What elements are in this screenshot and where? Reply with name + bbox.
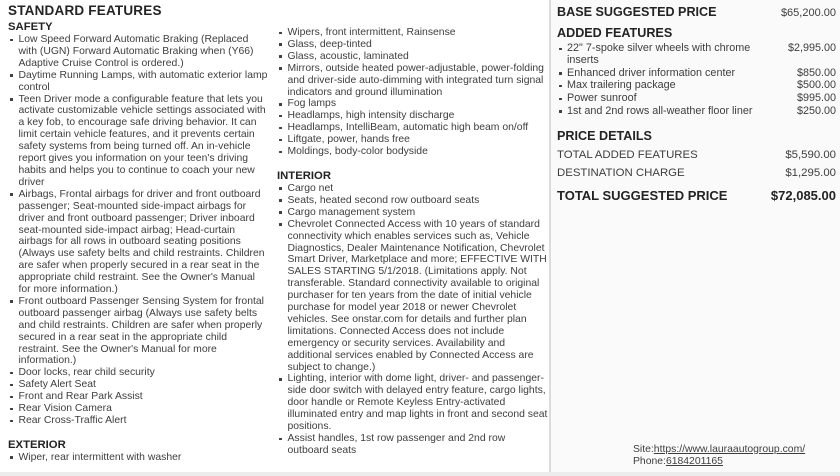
price-details-list bbox=[557, 149, 836, 179]
added-features-heading: ADDED FEATURES bbox=[557, 26, 673, 40]
section-heading-exterior: EXTERIOR bbox=[8, 438, 66, 451]
feature-list bbox=[277, 27, 548, 158]
added-feature-label: Power sunroof bbox=[557, 93, 769, 105]
phone-link[interactable]: 6184201165 bbox=[665, 456, 723, 467]
bottom-edge bbox=[0, 472, 840, 476]
added-feature-label: 22" 7-spoke silver wheels with chrome inserts bbox=[557, 43, 769, 67]
added-feature-amount: $500.00 bbox=[796, 79, 836, 92]
total-price-amount: $72,085.00 bbox=[770, 187, 836, 203]
added-feature-row bbox=[557, 93, 836, 105]
site-line bbox=[633, 444, 805, 456]
feature-item: Rear Cross-Traffic Alert bbox=[8, 415, 269, 427]
feature-item: Headlamps, high intensity discharge bbox=[277, 110, 548, 122]
page-title: STANDARD FEATURES bbox=[8, 3, 162, 18]
feature-item: Teen Driver mode a configurable feature that lets you activate customizable vehicle settings associated with a key fob, to encourage safe driving behavior. It can limit certain vehicle features, and it prevents certain safety systems from being turned off. An in-vehicle report gives you information on your teen's driving habits and helps you to continue to coach your new driver bbox=[8, 94, 269, 189]
added-feature-amount: $2,995.00 bbox=[787, 42, 836, 54]
base-price-label: BASE SUGGESTED PRICE bbox=[557, 5, 717, 19]
feature-list bbox=[277, 183, 548, 457]
feature-item: Wipers, front intermittent, Rainsense bbox=[277, 27, 548, 39]
feature-item: Fog lamps bbox=[277, 98, 548, 110]
feature-list bbox=[8, 452, 269, 464]
feature-item: Daytime Running Lamps, with automatic exterior lamp control bbox=[8, 70, 269, 94]
feature-item: Low Speed Forward Automatic Braking (Replaced with (UGN) Forward Automatic Braking when (Y66) Adaptive Cruise Control is ordered.) bbox=[8, 34, 269, 70]
base-price-row bbox=[557, 5, 836, 19]
base-price-amount: $65,200.00 bbox=[780, 7, 836, 19]
price-detail-label: TOTAL ADDED FEATURES bbox=[557, 148, 698, 161]
feature-item: Glass, acoustic, laminated bbox=[277, 51, 548, 63]
added-feature-amount: $250.00 bbox=[796, 104, 836, 117]
added-feature-amount: $995.00 bbox=[796, 92, 836, 105]
features-column-left bbox=[8, 21, 269, 464]
added-feature-row bbox=[557, 80, 836, 92]
feature-item: Front and Rear Park Assist bbox=[8, 391, 269, 403]
site-link[interactable]: https://www.lauraautogroup.com/ bbox=[653, 444, 806, 455]
phone-label: Phone: bbox=[633, 456, 666, 467]
feature-item: Moldings, body-color bodyside bbox=[277, 146, 548, 158]
added-feature-row bbox=[557, 106, 836, 118]
feature-list bbox=[8, 34, 269, 427]
feature-item: Front outboard Passenger Sensing System for frontal outboard passenger airbag (Always use safety belts and child restraints. Children are safer when properly secured in a rear seat in the appropriate child restraint. See the Owner's Manual for more information.) bbox=[8, 296, 269, 367]
added-feature-label: Enhanced driver information center bbox=[557, 68, 769, 80]
feature-item: Mirrors, outside heated power-adjustable, power-folding and driver-side auto-dimming with integrated turn signal indicators and ground illumination bbox=[277, 63, 548, 99]
feature-item: Chevrolet Connected Access with 10 years of standard connectivity which enables services such as, Vehicle Diagnostics, Dealer Maintenance Notification, Chevrolet Smart Driver, Marketplace and more; EFFECTIVE WITH SALES STARTING 5/1/2018. (Limitations apply. Not transferable. Standard connectivity available to original purchaser for ten years from the date of initial vehicle purchase for model year 2018 or newer Chevrolet vehicles. See onstar.com for details and further plan limitations. Connected Access does not include emergency or security services. Availability and additional services enabled by Connected Access are subject to change.) bbox=[277, 219, 548, 374]
feature-item: Lighting, interior with dome light, driver- and passenger-side door switch with delayed entry feature, cargo lights, door handle or Remote Keyless Entry-activated illuminated entry and map lights in front and second seat positions. bbox=[277, 373, 548, 433]
added-feature-row bbox=[557, 68, 836, 80]
feature-item: Airbags, Frontal airbags for driver and front outboard passenger; Seat-mounted side-impact airbags for driver and front outboard passenger; Driver inboard seat-mounted side-impact airbag; Head-curtain airbags for all rows in outboard seating positions (Always use safety belts and child restraints. Children are safer when properly secured in a rear seat in the appropriate child restraint. See the Owner's Manual for more information.) bbox=[8, 189, 269, 296]
site-label: Site: bbox=[633, 444, 654, 455]
price-detail-row bbox=[557, 149, 836, 161]
total-price-row bbox=[557, 188, 836, 203]
price-detail-row bbox=[557, 167, 836, 179]
phone-line bbox=[633, 456, 805, 468]
feature-item: Safety Alert Seat bbox=[8, 379, 269, 391]
added-feature-row bbox=[557, 43, 836, 67]
added-feature-label: 1st and 2nd rows all-weather floor liner bbox=[557, 106, 769, 118]
price-detail-label: DESTINATION CHARGE bbox=[557, 166, 685, 179]
added-feature-label: Max trailering package bbox=[557, 80, 769, 92]
dealer-contact-block bbox=[633, 444, 805, 468]
feature-item: Cargo management system bbox=[277, 207, 548, 219]
price-detail-amount: $1,295.00 bbox=[785, 166, 836, 179]
section-heading-interior: INTERIOR bbox=[277, 169, 331, 182]
feature-item: Wiper, rear intermittent with washer bbox=[8, 452, 269, 464]
price-details-heading: PRICE DETAILS bbox=[557, 128, 652, 143]
added-feature-amount: $850.00 bbox=[796, 66, 836, 79]
price-detail-amount: $5,590.00 bbox=[785, 148, 836, 161]
added-features-list bbox=[557, 43, 836, 118]
total-price-label: TOTAL SUGGESTED PRICE bbox=[557, 187, 728, 203]
pricing-panel bbox=[551, 0, 840, 476]
feature-item: Door locks, rear child security bbox=[8, 367, 269, 379]
feature-item: Cargo net bbox=[277, 183, 548, 195]
feature-item: Headlamps, IntelliBeam, automatic high beam on/off bbox=[277, 122, 548, 134]
feature-item: Liftgate, power, hands free bbox=[277, 134, 548, 146]
feature-item: Glass, deep-tinted bbox=[277, 39, 548, 51]
section-heading-safety: SAFETY bbox=[8, 21, 53, 33]
feature-item: Seats, heated second row outboard seats bbox=[277, 195, 548, 207]
feature-item: Assist handles, 1st row passenger and 2nd row outboard seats bbox=[277, 433, 548, 457]
features-column-middle bbox=[277, 27, 548, 457]
feature-item: Rear Vision Camera bbox=[8, 403, 269, 415]
